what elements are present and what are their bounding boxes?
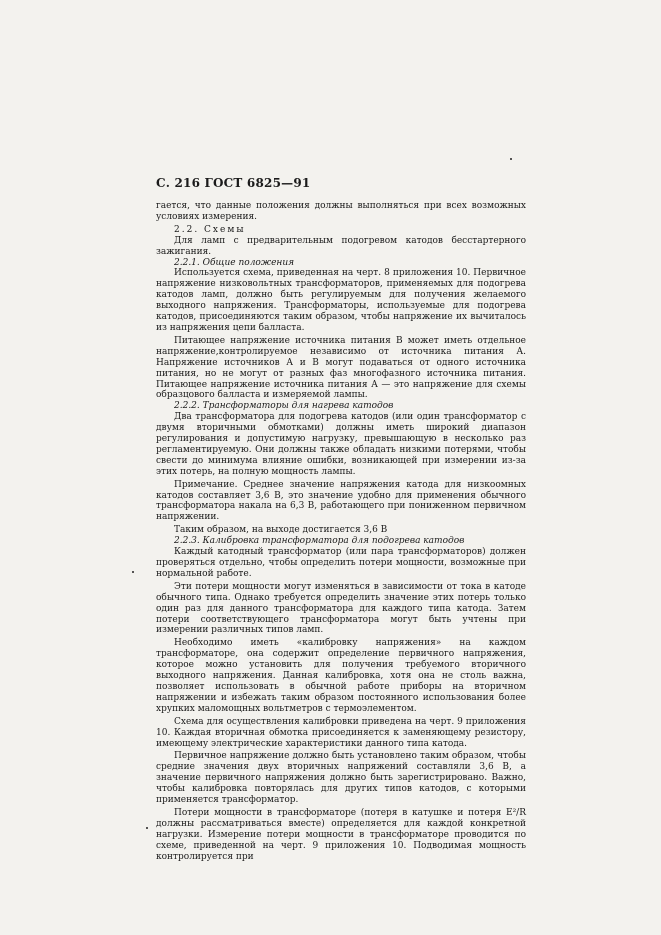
paragraph: Питающее напряжение источника питания В может иметь отдельное напряжение,контролируемое независимо от источника питания А. Напряжение источников А и В могут подаваться от одного источника питания, но не могут от разных фаз многофазного источника питания. Питающее напряжение источника питания А — это напряжение для схемы образцового балласта и измеряемой лампы. bbox=[156, 335, 526, 401]
scan-speck bbox=[146, 827, 148, 829]
subsection-heading-2-2-2: 2.2.2. Трансформаторы для нагрева катодов bbox=[174, 401, 394, 412]
paragraph-continuation: гается, что данные положения должны выполняться при всех возможных условиях измерения. bbox=[156, 201, 526, 222]
paragraph: Эти потери мощности могут изменяться в зависимости от тока в катоде обычного типа. Однако требуется определить значение этих потерь только один раз для данного трансформатора для каждого типа катода. Затем потери соответствующего трансформатора могут быть учтены при измерении различных типов ламп. bbox=[156, 581, 526, 636]
subsection-heading-2-2-3: 2.2.3. Калибровка трансформатора для подогрева катодов bbox=[174, 536, 465, 547]
page-header: С. 216 ГОСТ 6825—91 bbox=[156, 176, 311, 190]
paragraph: Необходимо иметь «калибровку напряжения» на каждом трансформаторе, она содержит определение первичного напряжения, которое можно установить для получения требуемого вторичного выходного напряжения. Данная калибровка, хотя она не столь важна, позволяет использовать в обычной работе приборы на вторичном напряжении и избежать таким образом постоянного использования более хрупких маломощных вольтметров с термоэлементом. bbox=[156, 638, 526, 714]
paragraph: Используется схема, приведенная на черт. 8 приложения 10. Первичное напряжение низковольтных трансформаторов, применяемых для подогрева катодов ламп, должно быть регулируемым для получения желаемого выходного напряжения. Трансформаторы, используемые для подогрева катодов, присоединяются таким образом, чтобы напряжение их вычиталось из напряжения цепи балласта. bbox=[156, 268, 526, 333]
paragraph: Каждый катодный трансформатор (или пара трансформаторов) должен проверяться отдельно, чтобы определить потери мощности, возможные при нормальной работе. bbox=[156, 547, 526, 579]
body-text bbox=[156, 201, 526, 862]
paragraph: Таким образом, на выходе достигается 3,6 В bbox=[174, 525, 388, 536]
section-heading-2-2: 2.2. Схемы bbox=[174, 224, 246, 235]
note-paragraph: Примечание. Среднее значение напряжения катода для низкоомных катодов составляет 3,6 В, это значение удобно для применения обычного трансформатора накала на 6,3 В, работающего при пониженном первичном напряжении. bbox=[156, 479, 526, 523]
scan-speck bbox=[132, 571, 134, 573]
scan-speck bbox=[510, 158, 512, 160]
paragraph: Два трансформатора для подогрева катодов (или один трансформатор с двумя вторичными обмотками) должны иметь широкий диапазон регулирования и допустимую нагрузку, превышающую в несколько раз регламентируемую. Они должны также обладать низкими потерями, чтобы свести до минимума влияние ошибки, возникающей при измерении из-за этих потерь, на полную мощность лампы. bbox=[156, 412, 526, 477]
paragraph: Схема для осуществления калибровки приведена на черт. 9 приложения 10. Каждая вторичная обмотка присоединяется к заменяющему резистору, имеющему электрические характеристики данного типа катода. bbox=[156, 716, 526, 749]
paragraph: Первичное напряжение должно быть установлено таким образом, чтобы средние значения двух вторичных напряжений составляли 3,6 В, а значение первичного напряжения должно быть зарегистрировано. Важно, чтобы калибровка повторялась для других типов катодов, с которыми применяется трансформатор. bbox=[156, 751, 526, 806]
subsection-heading-2-2-1: 2.2.1. Общие положения bbox=[174, 257, 295, 268]
paragraph: Для ламп с предварительным подогревом катодов бесстартерного зажигания. bbox=[156, 235, 526, 257]
paragraph: Потери мощности в трансформаторе (потеря в катушке и потеря E²/R должны рассматриваться вместе) определяется для каждой конкретной нагрузки. Измерение потери мощности в трансформаторе проводится по схеме, приведенной на черт. 9 приложения 10. Подводимая мощность контролируется при bbox=[156, 807, 526, 862]
